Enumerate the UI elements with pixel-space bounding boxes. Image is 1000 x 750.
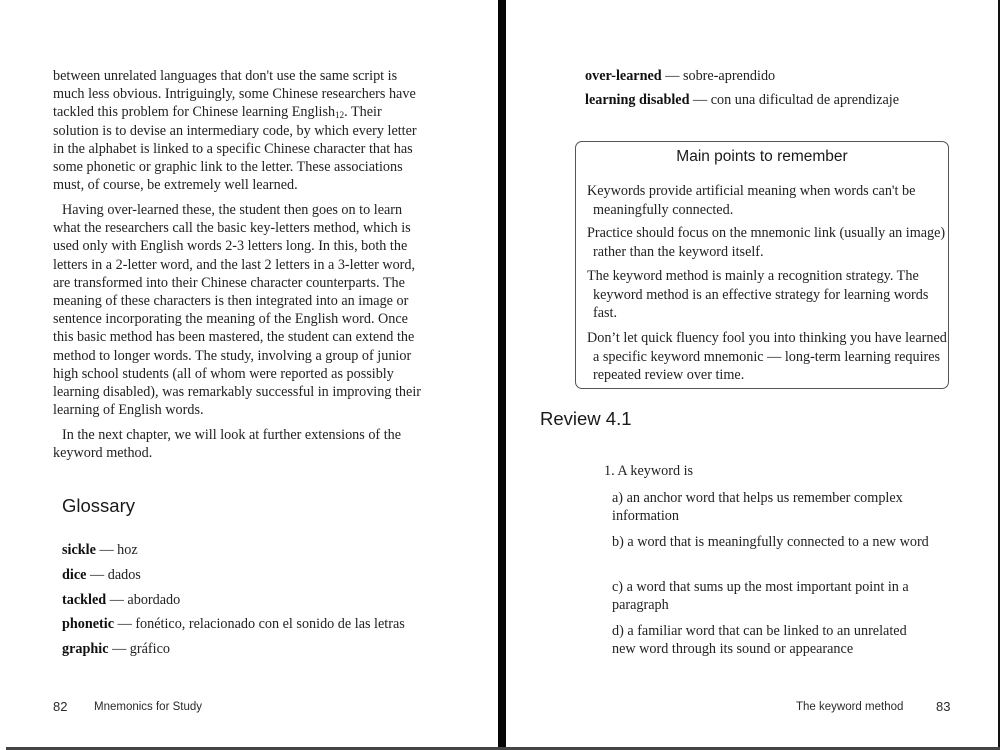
separator: — [86,567,108,583]
answer-option-c[interactable]: c) a word that sums up the most important point in a paragraph [612,579,909,613]
glossary-heading: Glossary [62,495,135,516]
glossary-term: phonetic [62,616,115,632]
page-number-right: 83 [936,699,951,714]
separator: — [689,92,711,108]
glossary-term: tackled [62,592,107,608]
running-head-left: Mnemonics for Study [94,701,203,713]
glossary-definition: sobre-aprendido [682,68,776,84]
paragraph-1 [53,67,425,194]
paragraph-1-continued: . Their solution is to devise an intermediary code, by which every letter in the alphabet is linked to a specific Chinese character that has some phonetic or graphic link to the letter. These associations must, of course, be extremely well learned. [53,104,417,194]
review-heading: Review 4.1 [540,408,632,429]
glossary-term: learning disabled [585,92,690,108]
answer-option-d[interactable]: d) a familiar word that can be linked to an unrelated new word through its sound or appearance [612,623,907,657]
left-page [0,0,498,748]
running-head-right: The keyword method [796,701,904,713]
main-points-title: Main points to remember [676,148,848,165]
glossary-definition: con una dificultad de aprendizaje [710,92,900,108]
right-page [506,0,998,748]
separator: — [114,616,136,632]
glossary-item [585,67,775,85]
glossary-item [62,591,180,609]
glossary-term: graphic [62,641,109,657]
separator: — [661,68,683,84]
main-point: The keyword method is mainly a recognition strategy. The keyword method is an effective strategy for learning words fast. [587,268,929,321]
answer-option-b[interactable]: b) a word that is meaningfully connected to a new word [612,534,929,550]
glossary-item [585,91,899,109]
separator: — [95,542,118,558]
main-points-box [575,141,949,389]
glossary-term: dice [62,567,87,583]
reference-marker: 12 [335,110,345,121]
glossary-definition: abordado [127,592,181,608]
glossary-definition: gráfico [129,641,170,657]
answer-option-a[interactable]: a) an anchor word that helps us remember complex information [612,490,903,524]
glossary-item [62,566,141,584]
book-spine [498,0,506,750]
paragraph-1-text: between unrelated languages that don't use the same script is much less obvious. Intriguingly, some Chinese researchers have tackled this problem for Chinese learning English [53,68,416,121]
paragraph-3: In the next chapter, we will look at further extensions of the keyword method. [53,427,402,462]
glossary-definition: hoz [117,542,138,558]
glossary-term: over-learned [585,68,662,84]
glossary-item [62,541,138,559]
separator: — [108,641,130,657]
glossary-definition: fonético, relacionado con el sonido de las letras [135,616,405,632]
main-point: Practice should focus on the mnemonic link (usually an image) rather than the keyword itself. [587,225,946,260]
paragraph-2: Having over-learned these, the student then goes on to learn what the researchers call the basic key-letters method, which is used only with English words 2-3 letters long. In this, both the letters in a 2-letter word, and the last 2 letters in a 3-letter word, are transformed into their Chinese character counterparts. The meaning of these characters is then integrated into an image or sentence incorporating the meaning of the English word. Once this basic method has been mastered, the student can extend the method to longer words. The study, involving a group of junior high school students (all of whom were reported as possibly learning disabled), was remarkably successful in improving their learning of English words. [53,202,421,419]
page-number-left: 82 [53,699,68,714]
separator: — [106,592,128,608]
main-point: Keywords provide artificial meaning when words can't be meaningfully connected. [587,183,916,218]
review-question: 1. A keyword is [604,463,694,479]
glossary-term: sickle [62,542,96,558]
main-point: Don’t let quick fluency fool you into thinking you have learned a specific keyword mnemonic — long-term learning requires repeated review over time. [587,330,947,383]
glossary-definition: dados [107,567,141,583]
glossary-item [62,615,405,633]
glossary-item [62,640,170,658]
